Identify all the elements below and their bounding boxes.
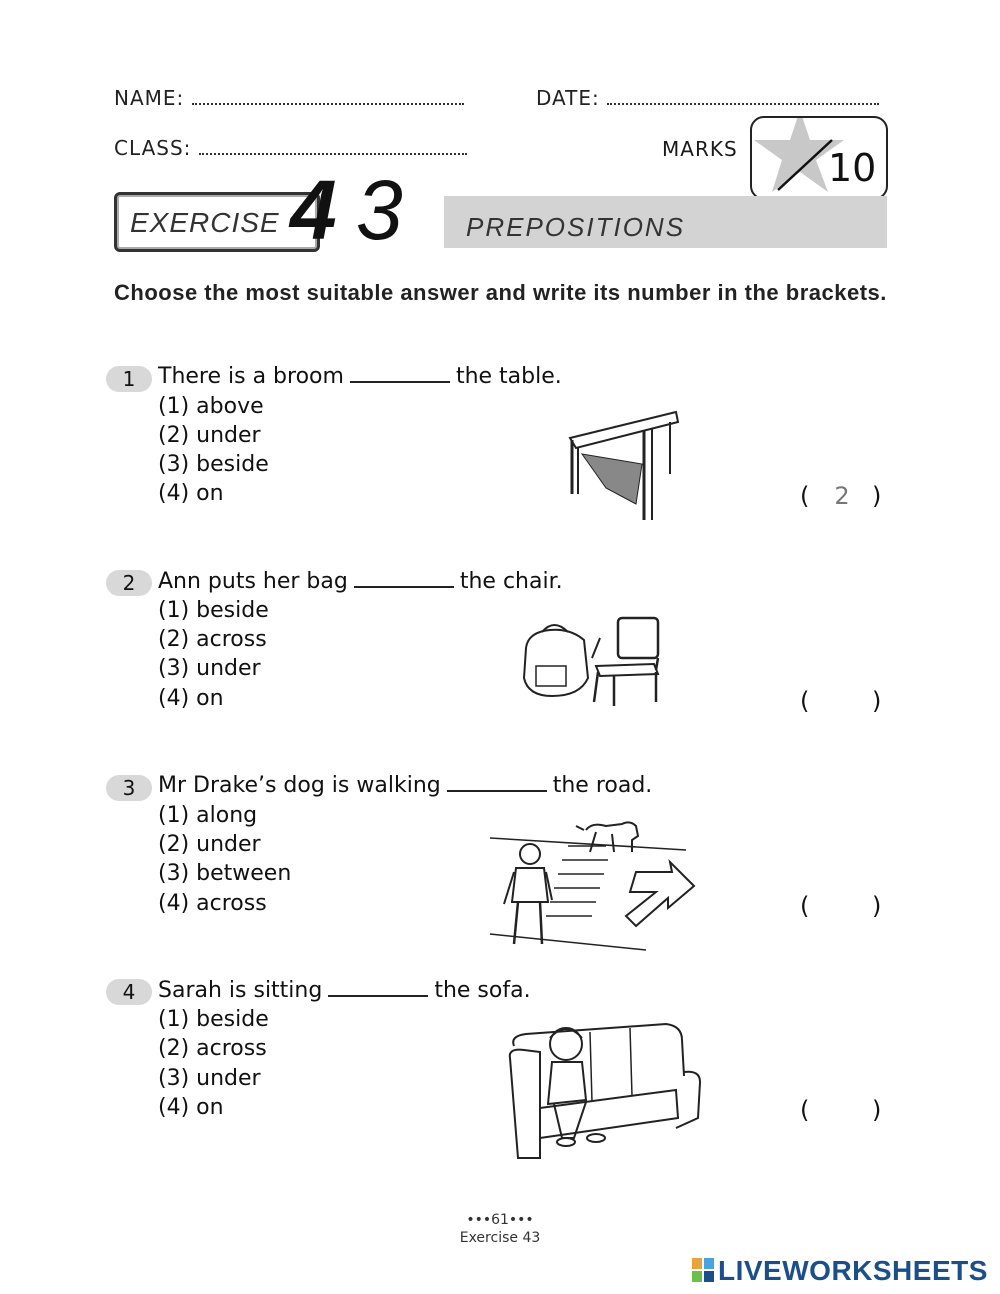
bracket-close: ) — [872, 482, 882, 510]
topic-title: PREPOSITIONS — [466, 212, 686, 242]
marks-label: MARKS — [662, 137, 738, 161]
name-field — [114, 86, 464, 110]
class-field — [114, 136, 467, 160]
question-text-after: the chair. — [459, 569, 563, 594]
name-label: NAME: — [114, 86, 185, 110]
option: (1) beside — [158, 598, 269, 623]
option: (4) on — [158, 481, 224, 506]
date-label: DATE: — [536, 86, 600, 110]
question-text — [158, 364, 562, 389]
option: (2) under — [158, 423, 261, 448]
question-text-before: There is a broom — [158, 364, 344, 389]
date-line[interactable] — [607, 87, 879, 105]
liveworksheets-logo-icon — [692, 1258, 714, 1282]
class-label: CLASS: — [114, 136, 192, 160]
marks-total: 10 — [828, 146, 877, 190]
question-text — [158, 569, 563, 594]
option: (3) under — [158, 656, 261, 681]
class-line[interactable] — [199, 137, 467, 155]
answer-input[interactable]: 2 — [834, 482, 850, 510]
option: (2) across — [158, 627, 267, 652]
question-number: 1 — [106, 366, 152, 392]
question-text — [158, 773, 652, 798]
question-text-after: the sofa. — [434, 978, 531, 1003]
question-number: 2 — [106, 570, 152, 596]
answer-blank — [350, 365, 450, 383]
dog-crossing-road-illustration — [486, 816, 706, 956]
bracket-close: ) — [872, 687, 882, 715]
exercise-number-3: 3 — [356, 163, 403, 257]
date-field — [536, 86, 879, 110]
question-text-before: Mr Drake’s dog is walking — [158, 773, 441, 798]
bracket-open: ( — [800, 892, 810, 920]
option: (4) on — [158, 1095, 224, 1120]
option: (3) beside — [158, 452, 269, 477]
bracket-close: ) — [872, 892, 882, 920]
question-text-after: the road. — [552, 773, 653, 798]
bracket-open: ( — [800, 687, 810, 715]
instruction-text: Choose the most suitable answer and write its number in the brackets. — [114, 280, 887, 305]
exercise-number-4: 4 — [290, 163, 337, 257]
answer-blank — [328, 979, 428, 997]
exercise-label: EXERCISE — [130, 207, 280, 238]
option: (3) under — [158, 1066, 261, 1091]
option: (2) across — [158, 1036, 267, 1061]
exercise-reference: Exercise 43 — [459, 1230, 541, 1246]
girl-sofa-illustration — [506, 1018, 706, 1160]
page-number: •••61••• — [466, 1212, 534, 1228]
name-line[interactable] — [192, 87, 464, 105]
option: (1) along — [158, 803, 258, 828]
question-text-before: Sarah is sitting — [158, 978, 323, 1003]
table-broom-illustration — [566, 408, 686, 528]
liveworksheets-brand[interactable]: LIVEWORKSHEETS — [718, 1255, 988, 1286]
question-text-before: Ann puts her bag — [158, 569, 348, 594]
question-text-after: the table. — [455, 364, 562, 389]
question-text — [158, 978, 531, 1003]
option: (3) between — [158, 861, 292, 886]
option: (2) under — [158, 832, 261, 857]
option: (1) above — [158, 394, 264, 419]
option: (4) on — [158, 686, 224, 711]
bracket-open: ( — [800, 1096, 810, 1124]
bracket-open: ( — [800, 482, 810, 510]
option: (1) beside — [158, 1007, 269, 1032]
question-number: 4 — [106, 979, 152, 1005]
option: (4) across — [158, 891, 267, 916]
bracket-close: ) — [872, 1096, 882, 1124]
answer-blank — [447, 774, 547, 792]
question-number: 3 — [106, 775, 152, 801]
bag-chair-illustration — [518, 612, 668, 712]
answer-blank — [354, 570, 454, 588]
